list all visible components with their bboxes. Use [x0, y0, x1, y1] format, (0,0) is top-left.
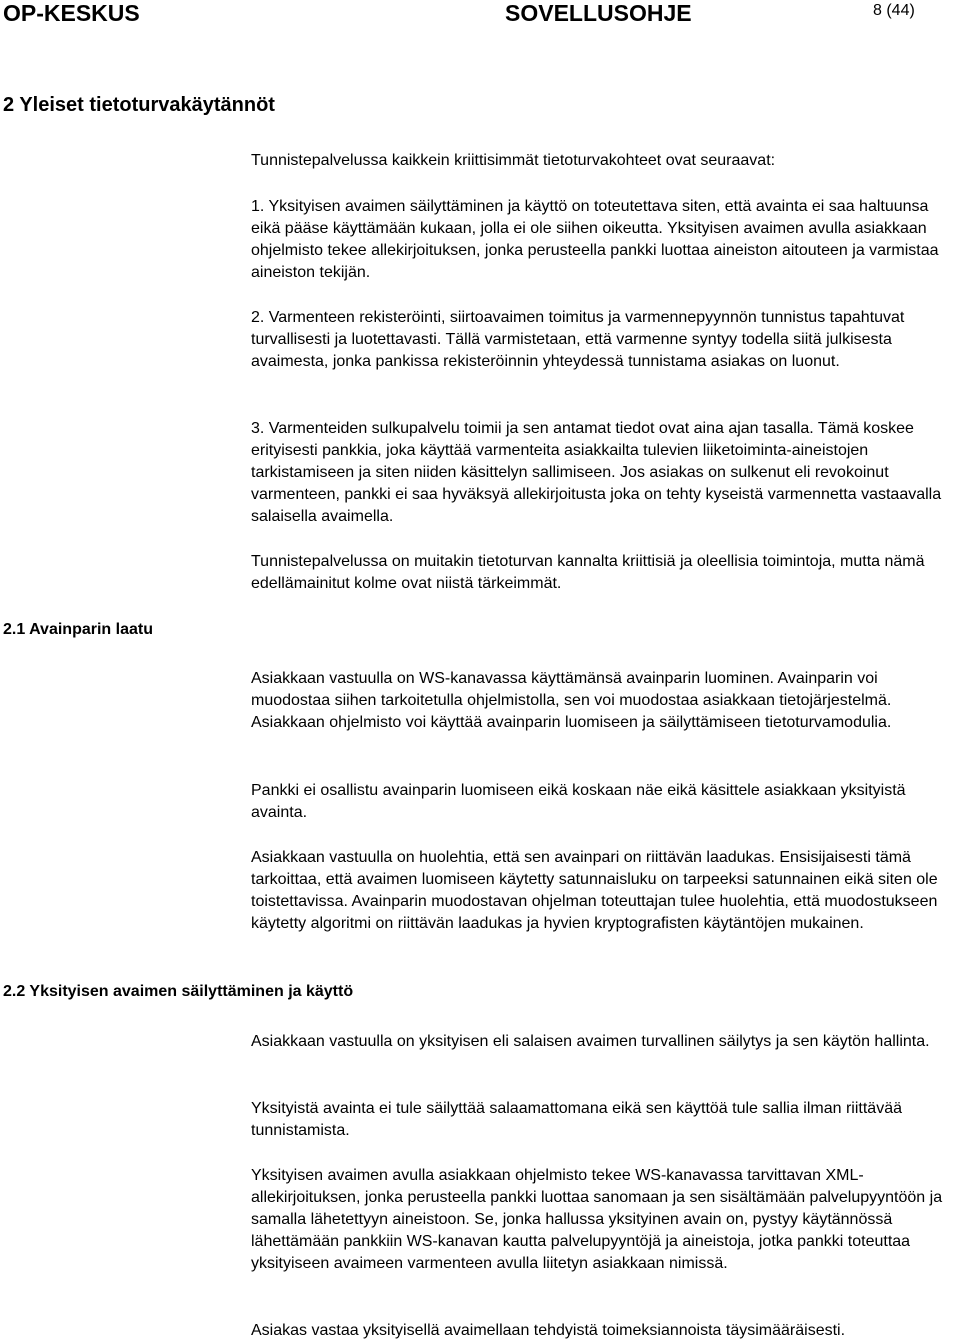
section-2-1-paragraph-2: Pankki ei osallistu avainparin luomiseen eikä koskaan näe eikä käsittele asiakkaan yksityistä avainta. — [251, 782, 906, 822]
organization-name: OP-KESKUS — [3, 0, 140, 26]
page-number: 8 (44) — [873, 2, 915, 19]
section-2-1-paragraph-1: Asiakkaan vastuulla on WS-kanavassa käyttämänsä avainparin luominen. Avainparin voi muodostaa siihen tarkoitetulla ohjelmistolla, sen voi muodostaa asiakkaan tietojärjestelmä. Asiakkaan ohjelmisto voi käyttää avainparin luomiseen ja säilyttämiseen tietoturvamodulia. — [251, 670, 892, 732]
section-2-1-paragraph-3: Asiakkaan vastuulla on huolehtia, että sen avainpari on riittävän laadukas. Ensisijaisesti tämä tarkoittaa, että avaimen luomiseen käytetty satunnaisluku on tarpeeksi satunnainen eikä siten ole toistettavissa. Avainparin muodostavan ohjelman toteuttajan tulee huolehtia, että muodostukseen käytetty algoritmi on riittävän laadukas ja hyvien kryptografisten käytäntöjen mukainen. — [251, 849, 938, 933]
section-2-outro: Tunnistepalvelussa on muitakin tietoturvan kannalta kriittisiä ja oleellisia toimintoja, mutta nämä edellämainitut kolme ovat niistä tärkeimmät. — [251, 553, 925, 593]
section-2-2-paragraph-4: Asiakas vastaa yksityisellä avaimellaan tehdyistä toimeksiannoista täysimääräisesti. — [251, 1322, 846, 1339]
document-type: SOVELLUSOHJE — [505, 0, 692, 26]
list-item-1: 1. Yksityisen avaimen säilyttäminen ja käyttö on toteutettava siten, että avainta ei saa haltuunsa eikä pääse käyttämään kukaan, jolla ei ole siihen oikeutta. Yksityisen avaimen avulla asiakkaan ohjelmisto tekee allekirjoituksen, jonka perusteella pankki luottaa aineiston aitouteen ja varmistaa aineiston tekijän. — [251, 198, 939, 282]
section-2-2-paragraph-1: Asiakkaan vastuulla on yksityisen eli salaisen avaimen turvallinen säilytys ja sen käytön hallinta. — [251, 1033, 930, 1050]
section-2-2-paragraph-2: Yksityistä avainta ei tule säilyttää salaamattomana eikä sen käyttöä tule sallia ilman riittävää tunnistamista. — [251, 1100, 902, 1140]
section-2-1-heading: 2.1 Avainparin laatu — [3, 621, 153, 638]
list-item-2: 2. Varmenteen rekisteröinti, siirtoavaimen toimitus ja varmennepyynnön tunnistus tapahtuvat turvallisesti ja luotettavasti. Tällä varmistetaan, että varmenne syntyy todella siitä julkisesta avaimesta, jonka pankissa rekisteröinnin yhteydessä tunnistama asiakas on luonut. — [251, 309, 905, 371]
list-item-3: 3. Varmenteiden sulkupalvelu toimii ja sen antamat tiedot ovat aina ajan tasalla. Tämä koskee erityisesti pankkia, joka käyttää varmenteita asiakkailta tulevien liiketoiminta-aineistojen tarkistamiseen ja siten niiden käsittelyn sallimiseen. Jos asiakas on sulkenut eli revokoinut varmenteen, pankki ei saa hyväksyä allekirjoitusta joka on tehty kyseistä varmennetta vastaavalla salaisella avaimella. — [251, 420, 942, 526]
section-2-heading: 2 Yleiset tietoturvakäytännöt — [3, 94, 275, 116]
section-2-2-paragraph-3: Yksityisen avaimen avulla asiakkaan ohjelmisto tekee WS-kanavassa tarvittavan XML-allekirjoituksen, jonka perusteella pankki luottaa sanomaan ja sen sisältämään palvelupyyntöön ja samalla lähetettyyn aineistoon. Se, jonka hallussa yksityinen avain on, pystyy käytännössä lähettämään pankkiin WS-kanavan kautta palvelupyyntöjä ja aineistoja, jotka pankki toteuttaa yksityiseen avaimeen varmenteen avulla liitetyn asiakkaan nimissä. — [251, 1167, 943, 1273]
section-2-2-heading: 2.2 Yksityisen avaimen säilyttäminen ja käyttö — [3, 983, 354, 1000]
section-2-intro: Tunnistepalvelussa kaikkein kriittisimmät tietoturvakohteet ovat seuraavat: — [251, 152, 776, 169]
page-header — [0, 0, 960, 30]
